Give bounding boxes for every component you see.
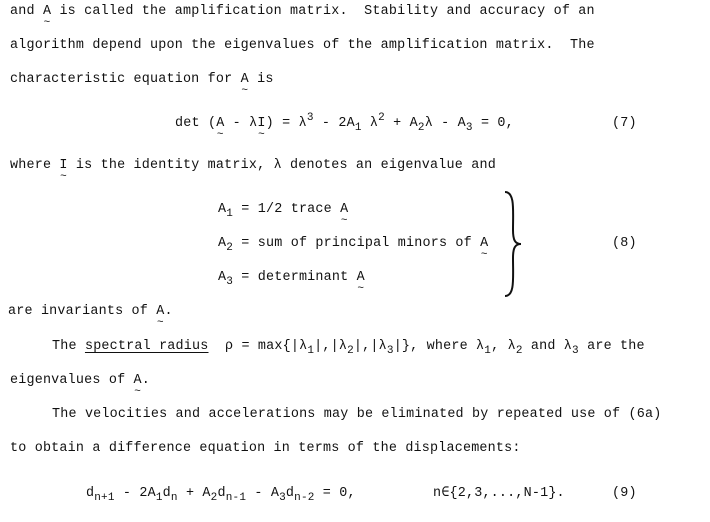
right-brace-icon: [503, 190, 523, 298]
matrix-A-symbol: A ~: [241, 72, 249, 88]
paragraph-line-2: algorithm depend upon the eigenvalues of the amplification matrix. The: [10, 38, 595, 53]
equation-7-number: (7): [612, 116, 637, 131]
paragraph-line-9: to obtain a difference equation in terms of the displacements:: [10, 441, 521, 456]
spectral-radius-term: spectral radius: [84, 339, 209, 354]
equation-8-row-1: $A_1 = 1/2$ trace A ~: [218, 202, 348, 218]
matrix-A-symbol: A ~: [134, 373, 142, 389]
paragraph-line-3: characteristic equation for A ~ is: [10, 72, 274, 88]
equation-9-number: (9): [612, 486, 637, 501]
matrix-A-symbol: A ~: [43, 4, 51, 20]
matrix-A-symbol: A ~: [156, 304, 164, 320]
matrix-I-symbol: I ~: [59, 158, 67, 174]
paragraph-line-7: eigenvalues of A ~.: [10, 373, 150, 389]
equation-8-row-2: $A_2$ = sum of principal minors of A ~: [218, 236, 488, 252]
equation-8-number: (8): [612, 236, 637, 251]
equation-8-row-3: $A_3$ = determinant A ~: [218, 270, 365, 286]
equation-9-condition: n∈{2,3,...,N-1}.: [433, 486, 565, 501]
paragraph-line-8: The velocities and accelerations may be eliminated by repeated use of (6a): [52, 407, 662, 422]
paragraph-line-4: where I ~ is the identity matrix, λ denotes an eigenvalue and: [10, 158, 496, 174]
equation-9: $d_{n+1} - 2A_1d_n + A_2d_{n-1} - A_3d_{n-2} = 0$,: [86, 486, 356, 504]
paragraph-line-1: and A ~ is called the amplification matrix. Stability and accuracy of an: [10, 4, 595, 20]
equation-7: det (A ~ - λI ~) = $\lambda^3 - 2A_1$ $\lambda^2 + A_2\lambda - A_3 = 0$,: [175, 116, 514, 132]
paragraph-line-6: The spectral radius $\rho = \max\{|\lambda_1|,|\lambda_2|,|\lambda_3|\}$, where $\lambda_1$, $\lambda_2$ and $\lambda_3$ are the: [52, 339, 645, 357]
paragraph-line-5: are invariants of A ~.: [8, 304, 173, 320]
